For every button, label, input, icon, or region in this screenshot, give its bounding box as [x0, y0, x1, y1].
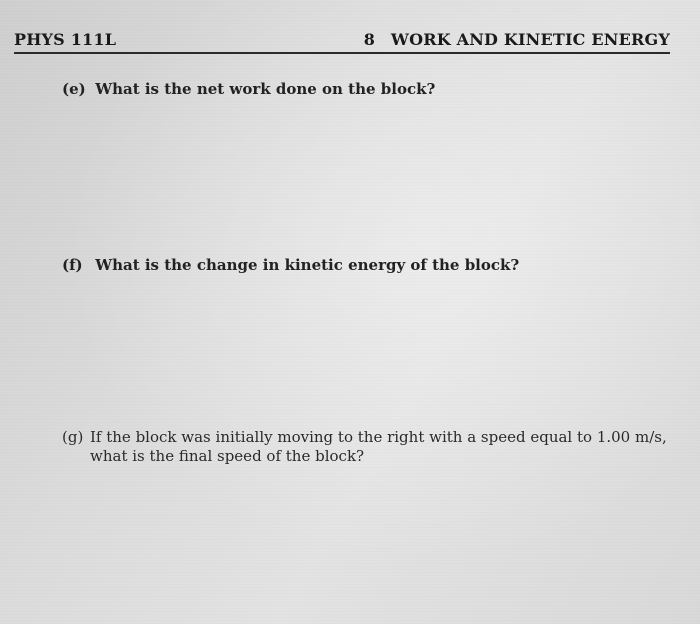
question-label: (g): [62, 428, 84, 446]
course-code: PHYS 111L: [14, 30, 117, 49]
question-label: (f): [62, 256, 83, 274]
page-header: [14, 30, 670, 52]
question-e: [62, 80, 662, 99]
question-text: What is the net work done on the block?: [95, 80, 436, 98]
question-label: (e): [62, 80, 86, 98]
section-title: WORK AND KINETIC ENERGY: [390, 30, 670, 49]
header-divider: [14, 52, 670, 54]
section-heading: [364, 30, 670, 49]
question-g: [62, 428, 677, 466]
question-text: If the block was initially moving to the right with a speed equal to 1.00 m/s, what is the final speed of the block?: [90, 428, 667, 465]
question-f: [62, 256, 662, 275]
section-number: 8: [363, 30, 376, 49]
question-text: What is the change in kinetic energy of the block?: [95, 256, 520, 274]
